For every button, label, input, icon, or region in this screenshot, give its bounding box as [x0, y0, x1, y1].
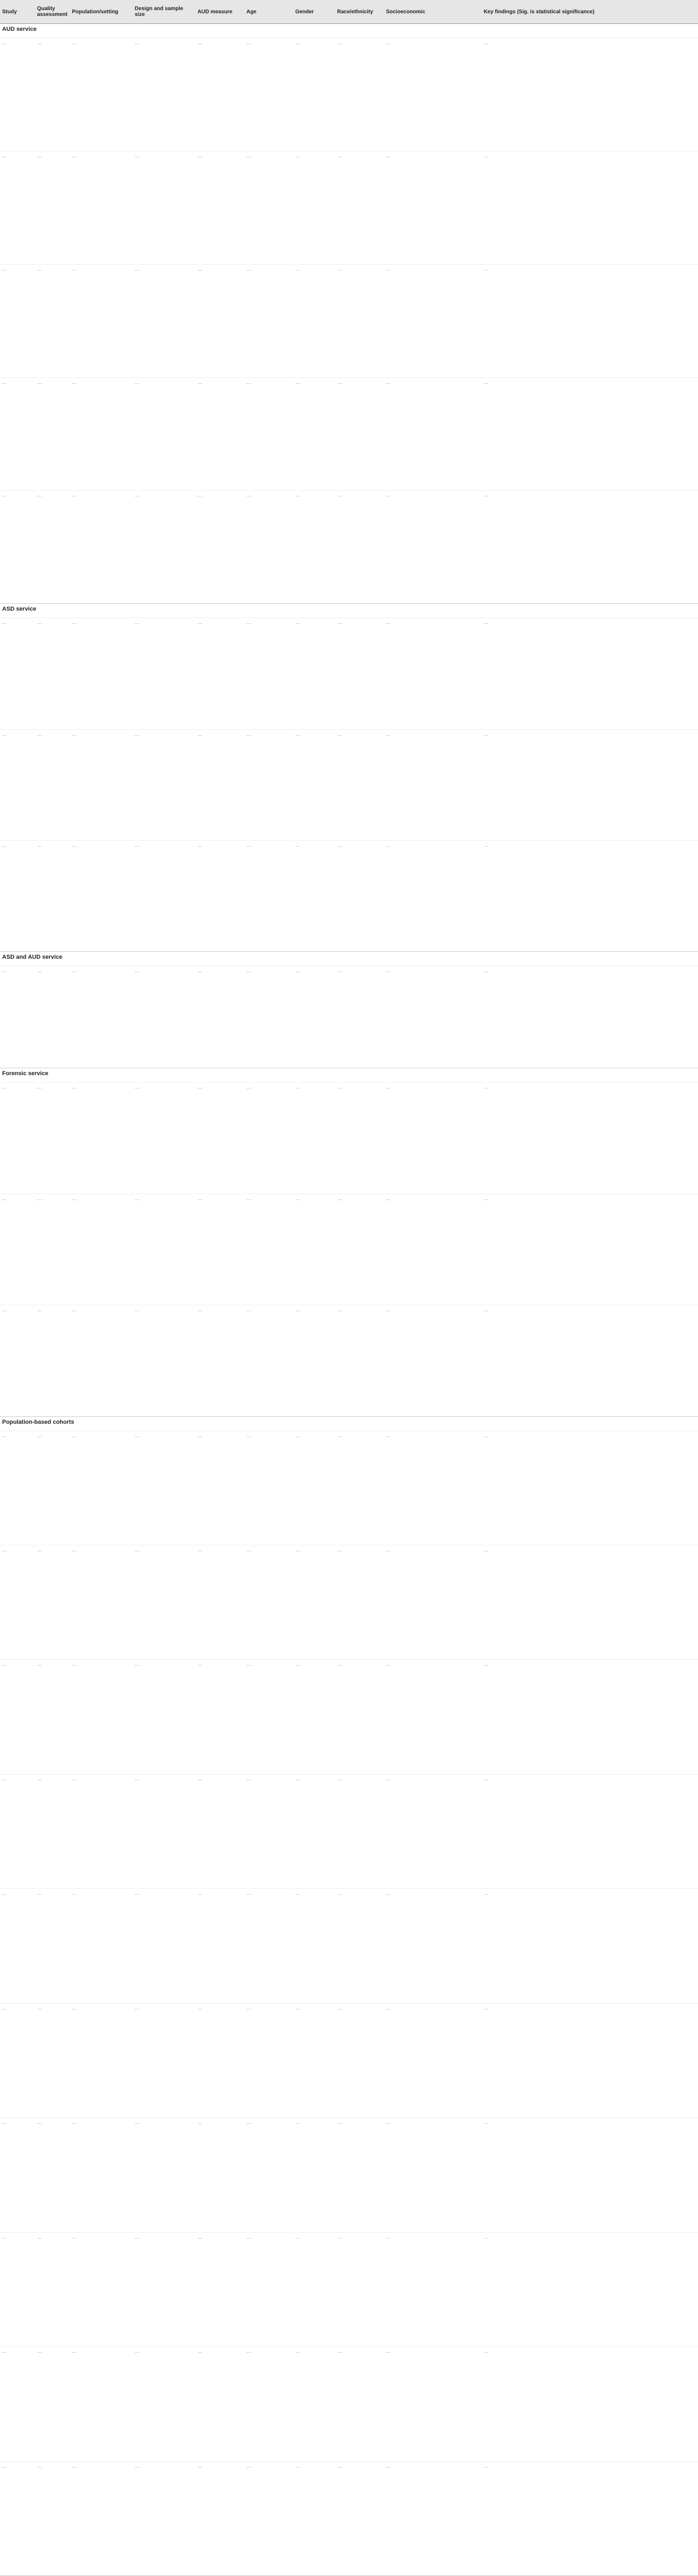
table-cell: …: [246, 2005, 251, 2011]
table-cell: …: [246, 1547, 251, 1553]
table-cell: …: [134, 2234, 140, 2240]
table-cell: …: [72, 731, 77, 737]
table-cell: …: [337, 2005, 342, 2011]
section-title: Population-based cohorts: [2, 1418, 74, 1425]
table-cell: …: [386, 379, 391, 385]
table-cell: …: [2, 2005, 7, 2011]
table-cell: …: [337, 1890, 342, 1896]
table-cell: …: [295, 1776, 300, 1781]
table-cell: …: [386, 1661, 391, 1667]
table-cell: …: [295, 2463, 300, 2469]
table-cell: …: [72, 2349, 77, 2354]
table-cell: …: [483, 2005, 489, 2011]
table-cell: …: [246, 1776, 251, 1781]
table-cell: …: [72, 2234, 77, 2240]
table-cell: …: [2, 842, 7, 848]
column-header: Race/ethnicity: [337, 9, 373, 15]
table-cell: …: [37, 266, 42, 272]
table-cell: …: [197, 2349, 202, 2354]
table-cell: …: [246, 2349, 251, 2354]
table-cell: …: [386, 1195, 391, 1201]
table-cell: …: [2, 2349, 7, 2354]
table-header: [0, 0, 698, 24]
table-cell: …: [386, 968, 391, 974]
table-cell: …: [134, 2005, 140, 2011]
table-cell: …: [337, 379, 342, 385]
table-cell: …: [483, 968, 489, 974]
table-section: [0, 952, 698, 1068]
table-row: [0, 840, 698, 951]
table-cell: …: [483, 1547, 489, 1553]
table-cell: …: [295, 1195, 300, 1201]
table-cell: …: [483, 1776, 489, 1781]
table-cell: …: [386, 620, 391, 626]
table-cell: …: [134, 1890, 140, 1896]
table-cell: …: [37, 1661, 42, 1667]
table-section: [0, 604, 698, 952]
table-cell: …: [197, 1432, 202, 1438]
table-cell: …: [134, 1307, 140, 1313]
table-row: [0, 1545, 698, 1659]
column-header: Design and sample size: [134, 6, 183, 18]
table-cell: …: [337, 731, 342, 737]
table-cell: …: [37, 2234, 42, 2240]
table-cell: …: [72, 968, 77, 974]
table-cell: …: [386, 2463, 391, 2469]
table-cell: …: [483, 1432, 489, 1438]
table-cell: …: [295, 842, 300, 848]
table-cell: …: [386, 153, 391, 158]
table-cell: …: [72, 379, 77, 385]
table-cell: …: [37, 2119, 42, 2125]
table-cell: …: [386, 1307, 391, 1313]
table-cell: …: [134, 379, 140, 385]
table-cell: …: [37, 153, 42, 158]
table-cell: …: [2, 1084, 7, 1090]
table-cell: …: [246, 2463, 251, 2469]
table-cell: …: [337, 968, 342, 974]
table-cell: …: [37, 40, 42, 45]
table-cell: …: [197, 1307, 202, 1313]
table-cell: …: [295, 1890, 300, 1896]
table-cell: …: [72, 1307, 77, 1313]
table-cell: …: [483, 620, 489, 626]
table-cell: …: [2, 2234, 7, 2240]
table-row: [0, 151, 698, 264]
table-cell: …: [197, 266, 202, 272]
table-cell: …: [2, 40, 7, 45]
table-cell: …: [134, 2463, 140, 2469]
table-cell: …: [197, 40, 202, 45]
table-cell: …: [483, 1890, 489, 1896]
table-cell: …: [37, 2463, 42, 2469]
table-row: [0, 490, 698, 603]
table-cell: …: [337, 153, 342, 158]
table-cell: …: [295, 2119, 300, 2125]
table-cell: …: [483, 1084, 489, 1090]
table-cell: …: [37, 620, 42, 626]
table-cell: …: [37, 1890, 42, 1896]
table-cell: …: [134, 1776, 140, 1781]
table-cell: …: [197, 968, 202, 974]
table-cell: …: [2, 2463, 7, 2469]
table-cell: …: [134, 266, 140, 272]
table-cell: …: [72, 842, 77, 848]
section-title: Forensic service: [2, 1070, 48, 1077]
table-cell: …: [337, 1084, 342, 1090]
table-cell: …: [197, 379, 202, 385]
table-cell: …: [386, 2005, 391, 2011]
table-cell: …: [295, 1432, 300, 1438]
table-cell: …: [295, 1661, 300, 1667]
table-cell: …: [337, 1661, 342, 1667]
table-cell: …: [483, 2234, 489, 2240]
table-cell: …: [295, 153, 300, 158]
table-cell: …: [246, 2119, 251, 2125]
table-cell: …: [197, 2005, 202, 2011]
table-cell: …: [246, 153, 251, 158]
table-cell: …: [483, 153, 489, 158]
table-cell: …: [134, 842, 140, 848]
table-cell: …: [246, 379, 251, 385]
table-cell: …: [295, 266, 300, 272]
table-row: [0, 966, 698, 1068]
table-row: [0, 2346, 698, 2461]
table-cell: …: [246, 968, 251, 974]
table-cell: …: [37, 1084, 42, 1090]
table-cell: …: [295, 620, 300, 626]
table-cell: …: [386, 1547, 391, 1553]
table-cell: …: [134, 968, 140, 974]
table-row: [0, 2232, 698, 2346]
table-cell: …: [197, 2119, 202, 2125]
table-cell: …: [72, 2005, 77, 2011]
table-cell: …: [483, 266, 489, 272]
table-cell: …: [134, 153, 140, 158]
table-row: [0, 1431, 698, 1545]
table-cell: …: [197, 1890, 202, 1896]
table-cell: …: [386, 40, 391, 45]
table-cell: …: [197, 1547, 202, 1553]
table-cell: …: [386, 842, 391, 848]
column-header: Key findings (Sig. is statistical significance): [483, 9, 594, 15]
table-cell: …: [72, 1195, 77, 1201]
table-cell: …: [2, 968, 7, 974]
table-row: [0, 1082, 698, 1193]
table-cell: …: [72, 2119, 77, 2125]
table-cell: …: [337, 842, 342, 848]
table-cell: …: [2, 731, 7, 737]
table-cell: …: [134, 620, 140, 626]
table-cell: …: [246, 731, 251, 737]
table-cell: …: [386, 1890, 391, 1896]
table-cell: …: [134, 1084, 140, 1090]
table-cell: …: [386, 731, 391, 737]
table-row: [0, 1888, 698, 2003]
table-cell: …: [386, 1776, 391, 1781]
table-cell: …: [2, 1432, 7, 1438]
table-cell: …: [483, 1307, 489, 1313]
table-cell: …: [295, 379, 300, 385]
table-cell: …: [295, 40, 300, 45]
table-row: [0, 1774, 698, 1888]
table-cell: …: [295, 492, 300, 498]
table-cell: …: [483, 2463, 489, 2469]
column-header: Socioeconomic: [386, 9, 425, 15]
table-row: [0, 264, 698, 377]
table-cell: …: [483, 1195, 489, 1201]
table-cell: …: [197, 492, 202, 498]
table-cell: …: [337, 2349, 342, 2354]
table-cell: …: [246, 1195, 251, 1201]
column-header: Age: [246, 9, 257, 15]
table-cell: …: [386, 492, 391, 498]
table-cell: …: [337, 2463, 342, 2469]
table-row: [0, 729, 698, 840]
table-cell: …: [134, 492, 140, 498]
table-cell: …: [246, 266, 251, 272]
table-cell: …: [134, 2349, 140, 2354]
table-cell: …: [37, 731, 42, 737]
table-cell: …: [483, 842, 489, 848]
table-row: [0, 377, 698, 491]
table-cell: …: [134, 1195, 140, 1201]
table-cell: …: [483, 40, 489, 45]
table-cell: …: [197, 1776, 202, 1781]
table-cell: …: [72, 1776, 77, 1781]
table-cell: …: [72, 1084, 77, 1090]
table-cell: …: [295, 1307, 300, 1313]
table-cell: …: [72, 1547, 77, 1553]
table-cell: …: [197, 842, 202, 848]
table-cell: …: [197, 1195, 202, 1201]
table-cell: …: [197, 731, 202, 737]
table-row: [0, 1659, 698, 1773]
table-cell: …: [72, 620, 77, 626]
table-section: [0, 1417, 698, 2576]
table-cell: …: [2, 1890, 7, 1896]
table-cell: …: [246, 2234, 251, 2240]
table-cell: …: [295, 2005, 300, 2011]
table-cell: …: [337, 1547, 342, 1553]
table-cell: …: [483, 1661, 489, 1667]
table-cell: …: [2, 620, 7, 626]
table-cell: …: [246, 40, 251, 45]
table-cell: …: [134, 1661, 140, 1667]
table-cell: …: [483, 2119, 489, 2125]
table-cell: …: [37, 1195, 42, 1201]
table-cell: …: [337, 1195, 342, 1201]
table-cell: …: [337, 1776, 342, 1781]
table-cell: …: [2, 1776, 7, 1781]
table-cell: …: [295, 1547, 300, 1553]
table-cell: …: [2, 492, 7, 498]
table-cell: …: [134, 1547, 140, 1553]
table-cell: …: [483, 731, 489, 737]
table-cell: …: [246, 492, 251, 498]
column-header: Population/setting: [72, 9, 118, 15]
table-cell: …: [37, 968, 42, 974]
column-header: Quality assessment: [37, 6, 67, 18]
table-cell: …: [386, 1084, 391, 1090]
table-cell: …: [72, 1432, 77, 1438]
table-cell: …: [386, 2349, 391, 2354]
table-cell: …: [246, 842, 251, 848]
section-title: AUD service: [2, 26, 37, 32]
table-cell: …: [337, 266, 342, 272]
table-cell: …: [37, 2005, 42, 2011]
section-title: ASD service: [2, 606, 37, 613]
table-row: [0, 2003, 698, 2117]
column-header: Gender: [295, 9, 314, 15]
table-cell: …: [246, 620, 251, 626]
table-cell: …: [2, 1195, 7, 1201]
table-cell: …: [72, 40, 77, 45]
table-cell: …: [134, 1432, 140, 1438]
table-row: [0, 1194, 698, 1305]
table-cell: …: [483, 379, 489, 385]
table-cell: …: [37, 492, 42, 498]
table-cell: …: [246, 1307, 251, 1313]
table-cell: …: [37, 379, 42, 385]
table-cell: …: [386, 2234, 391, 2240]
table-cell: …: [2, 1307, 7, 1313]
table-cell: …: [2, 1547, 7, 1553]
table-row: [0, 618, 698, 729]
table-cell: …: [2, 1661, 7, 1667]
table-cell: …: [197, 153, 202, 158]
table-cell: …: [197, 2234, 202, 2240]
table-cell: …: [483, 2349, 489, 2354]
table-row: [0, 2461, 698, 2575]
table-cell: …: [2, 2119, 7, 2125]
table-cell: …: [337, 620, 342, 626]
table-cell: …: [337, 40, 342, 45]
table-cell: …: [134, 2119, 140, 2125]
table-cell: …: [72, 2463, 77, 2469]
table-cell: …: [37, 1307, 42, 1313]
table-row: [0, 38, 698, 151]
table-cell: …: [386, 2119, 391, 2125]
section-title: ASD and AUD service: [2, 954, 63, 961]
table-cell: …: [337, 1432, 342, 1438]
table-cell: …: [295, 2234, 300, 2240]
table-cell: …: [37, 842, 42, 848]
table-cell: …: [37, 1432, 42, 1438]
table-cell: …: [337, 1307, 342, 1313]
table-cell: …: [2, 379, 7, 385]
table-cell: …: [295, 968, 300, 974]
column-header: Study: [2, 9, 17, 15]
table-cell: …: [37, 2349, 42, 2354]
table-cell: …: [72, 153, 77, 158]
table-cell: …: [2, 153, 7, 158]
table-cell: …: [246, 1890, 251, 1896]
table-cell: …: [197, 2463, 202, 2469]
table-cell: …: [295, 1084, 300, 1090]
table-cell: …: [246, 1432, 251, 1438]
table-cell: …: [483, 492, 489, 498]
table-cell: …: [72, 1890, 77, 1896]
table-cell: …: [337, 492, 342, 498]
table-cell: …: [197, 620, 202, 626]
table-cell: …: [72, 492, 77, 498]
table-cell: …: [246, 1661, 251, 1667]
table-cell: …: [295, 731, 300, 737]
table-cell: …: [197, 1661, 202, 1667]
table-cell: …: [337, 2234, 342, 2240]
table-cell: …: [246, 1084, 251, 1090]
table-cell: …: [295, 2349, 300, 2354]
table-cell: …: [37, 1547, 42, 1553]
table-body: [0, 24, 698, 2576]
table-row: [0, 1305, 698, 1416]
table-cell: …: [37, 1776, 42, 1781]
table-cell: …: [72, 1661, 77, 1667]
table-cell: …: [72, 266, 77, 272]
table-cell: …: [2, 266, 7, 272]
table-row: [0, 2117, 698, 2232]
table-section: [0, 1068, 698, 1416]
table-section: [0, 24, 698, 604]
table-cell: …: [134, 40, 140, 45]
table-cell: …: [197, 1084, 202, 1090]
table-cell: …: [386, 266, 391, 272]
column-header: AUD measure: [197, 9, 233, 15]
table-cell: …: [134, 731, 140, 737]
table-cell: …: [386, 1432, 391, 1438]
table-cell: …: [337, 2119, 342, 2125]
